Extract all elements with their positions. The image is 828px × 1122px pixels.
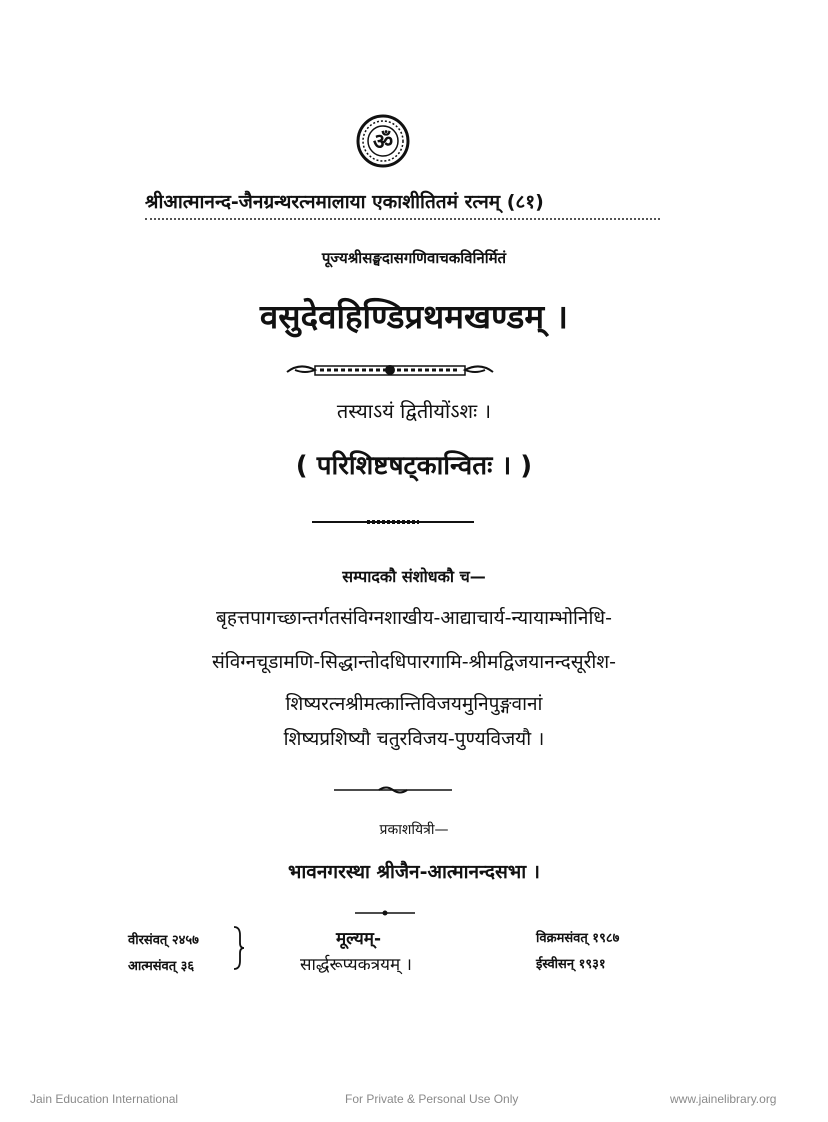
main-title: वसुदेवहिण्डिप्रथमखण्डम् । [259,297,569,336]
editors-line-1: बृहत्तपागच्छान्तर्गतसंविग्नशाखीय-आद्याचार्य-न्यायाम्भोनिधि- [216,607,612,629]
footer-center: For Private & Personal Use Only [345,1092,519,1106]
isvi-san: ईस्वीसन् १९३१ [536,957,606,972]
ornament-divider [285,360,495,380]
editors-line-3: शिष्यरत्नश्रीमत्कान्तिविजयमुनिपुङ्गवानां [285,693,543,715]
small-divider [334,780,452,790]
atma-samvat: आत्मसंवत् ३६ [128,959,195,974]
publisher-label: प्रकाशयित्री— [379,822,449,838]
chain-divider-icon [312,517,474,527]
vikram-samvat: विक्रमसंवत् १९८७ [536,931,620,946]
om-glyph: ॐ [372,130,394,155]
tiny-divider [355,902,415,910]
editors-line-4: शिष्यप्रशिष्यौ चतुरविजय-पुण्यविजयौ । [283,728,545,750]
appendix-line: ( परिशिष्टषट्कान्वितः । ) [295,451,533,481]
small-divider-icon [334,785,452,795]
ornament-icon [285,360,495,380]
editors-heading: सम्पादकौ संशोधकौ च— [342,567,486,586]
brace-icon [232,925,246,971]
footer-right[interactable]: www.jainelibrary.org [670,1092,777,1106]
editors-line-2: संविग्नचूडामणि-सिद्धान्तोदधिपारगामि-श्रीमद्विजयानन्दसूरीश- [211,651,617,673]
price-value: सार्द्धरूप्यकत्रयम् । [300,955,412,975]
chain-divider [312,512,474,522]
vira-samvat: वीरसंवत् २४५७ [128,933,199,948]
author-line: पूज्यश्रीसङ्घदासगणिवाचकविनिर्मितं [321,249,507,267]
tiny-divider-icon [355,909,415,917]
series-title: श्रीआत्मानन्द-जैनग्रन्थरत्नमालाया एकाशीतितमं रत्नम् (८१) [145,191,544,213]
price-label: मूल्यम्- [336,929,382,949]
series-underline [145,214,660,220]
part-line: तस्याऽयं द्वितीयोंऽशः । [336,399,492,423]
publisher-name: भावनगरस्था श्रीजैन-आत्मानन्दसभा । [288,861,540,883]
footer-left: Jain Education International [30,1092,179,1106]
om-emblem [356,114,410,168]
